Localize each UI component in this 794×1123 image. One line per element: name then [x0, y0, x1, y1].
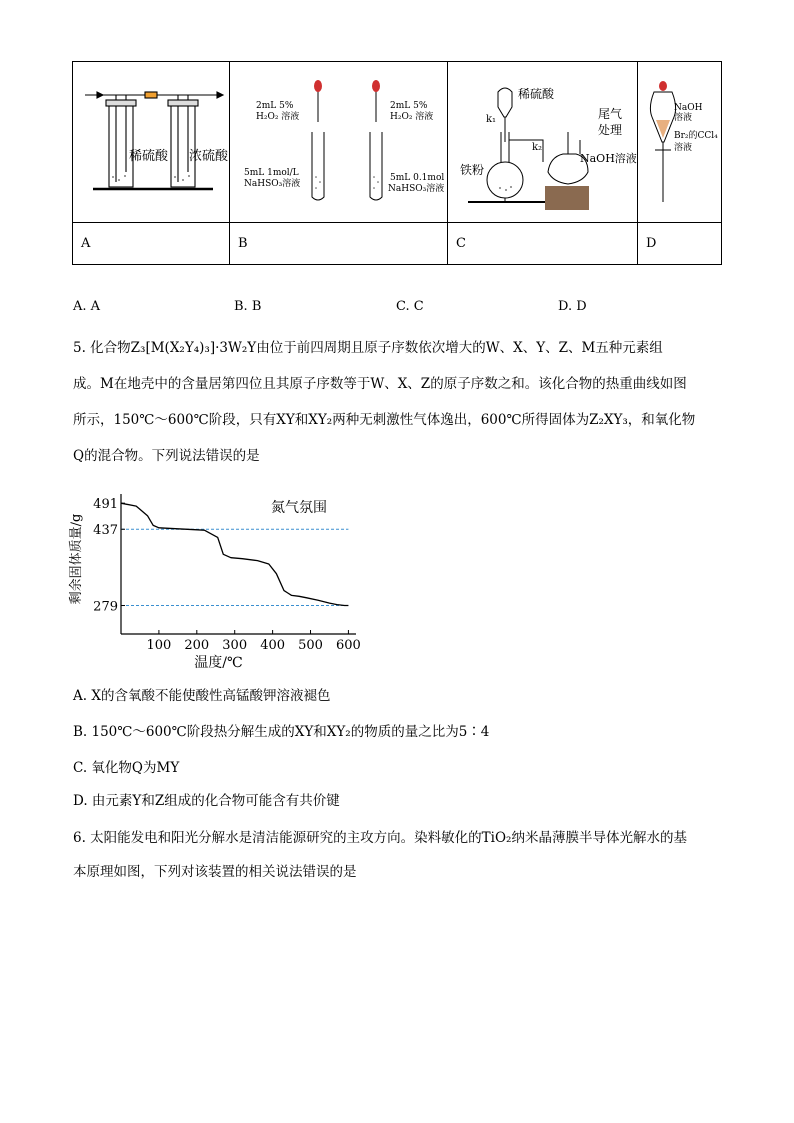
- x-tick-label-600: 600: [336, 638, 361, 653]
- cell-c-label: C: [448, 223, 638, 265]
- q4-option-a[interactable]: A. A: [73, 299, 101, 314]
- y-tick-label-437: 437: [93, 523, 118, 539]
- q4-option-b[interactable]: B. B: [234, 299, 262, 314]
- flask-apparatus-figure: [448, 62, 638, 218]
- b-tube2-bottom: 5mL 0.1mol: [390, 173, 445, 183]
- label-dilute-acid: 稀硫酸: [129, 149, 169, 164]
- q5-line1-text: 由位于前四周期且原子序数依次增大的W、X、Y、Z、M五种元素组: [256, 340, 663, 356]
- b-tube1-bottom2: NaHSO₃溶液: [244, 179, 301, 189]
- c-tail-label-1: 尾气: [598, 107, 623, 121]
- test-tubes-figure: [230, 62, 448, 218]
- c-acid-label: 稀硫酸: [518, 87, 555, 101]
- q5-prefix: 5. 化合物: [73, 340, 131, 356]
- c-k1-label: k₁: [486, 114, 497, 125]
- dropper-bulb-1: [314, 80, 322, 92]
- q6-stem-line2: 本原理如图，下列对该装置的相关说法错误的是: [73, 864, 357, 880]
- cell-d-figure: [638, 62, 722, 223]
- q4-option-c[interactable]: C. C: [396, 299, 424, 314]
- b-tube1-top2: H₂O₂ 溶液: [256, 112, 300, 122]
- x-tick-label-300: 300: [222, 638, 248, 653]
- label-conc-acid: 浓硫酸: [189, 149, 229, 164]
- funnel-liquid: [656, 120, 670, 138]
- heater-block: [545, 186, 589, 210]
- q5-stem-line3: 所示，150℃～600℃阶段，只有XY和XY₂两种无刺激性气体逸出，600℃所得固体为Z₂XY₃，和氧化物: [73, 412, 696, 428]
- q5-formula: Z₃[M(X₂Y₄)₃]·3W₂Y: [130, 340, 257, 356]
- q5-option-c[interactable]: C. 氧化物Q为MY: [73, 760, 180, 776]
- d-naoh-label-1: NaOH: [674, 103, 703, 113]
- q4-apparatus-table: [72, 61, 722, 265]
- q4-option-d[interactable]: D. D: [558, 299, 587, 314]
- d-br-label-1: Br₂的CCl₄: [674, 131, 718, 141]
- b-tube1-top: 2mL 5%: [256, 101, 294, 111]
- cell-b-figure: [230, 62, 448, 223]
- b-tube2-top2: H₂O₂ 溶液: [390, 112, 434, 122]
- x-axis-label: 温度/℃: [194, 655, 243, 671]
- q5-stem-line1: [73, 336, 663, 356]
- cell-d-label: D: [638, 223, 722, 265]
- q5-stem-line2: 成。M在地壳中的含量居第四位且其原子序数等于W、X、Z的原子序数之和。该化合物的热重曲线如图: [73, 376, 687, 392]
- y-tick-label-279: 279: [93, 599, 118, 615]
- x-tick-label-500: 500: [298, 638, 323, 653]
- cell-b-label: B: [230, 223, 448, 265]
- y-tick-label-491: 491: [93, 497, 118, 513]
- cell-a-figure: [73, 62, 230, 223]
- q5-stem-line4: Q的混合物。下列说法错误的是: [73, 448, 260, 464]
- x-tick-label-200: 200: [184, 638, 210, 653]
- q5-option-d[interactable]: D. 由元素Y和Z组成的化合物可能含有共价键: [73, 793, 340, 809]
- separatory-funnel-figure: [638, 62, 722, 218]
- tg-curve: [121, 503, 348, 605]
- funnel-stopper: [659, 81, 667, 91]
- y-axis-label: 剩余固体质量/g: [69, 513, 84, 605]
- q6-stem-line1: 6. 太阳能发电和阳光分解水是清洁能源研究的主攻方向。染料敏化的TiO₂纳米晶薄膜半导体光解水的基: [73, 830, 687, 846]
- b-tube2-bottom2: NaHSO₃溶液: [388, 184, 445, 194]
- dropper-bulb-2: [372, 80, 380, 92]
- x-tick-label-400: 400: [260, 638, 286, 653]
- d-naoh-label-2: 溶液: [674, 113, 693, 123]
- x-tick-label-100: 100: [146, 638, 172, 653]
- d-br-label-2: 溶液: [674, 143, 693, 153]
- c-k2-label: k₂: [532, 142, 543, 153]
- chart-title: 氮气氛围: [271, 500, 327, 516]
- cell-c-figure: [448, 62, 638, 223]
- c-iron-label: 铁粉: [460, 163, 485, 177]
- c-naoh-label: NaOH溶液: [580, 152, 637, 165]
- b-tube2-top: 2mL 5%: [390, 101, 428, 111]
- c-tail-label-2: 处理: [598, 123, 623, 137]
- b-tube1-bottom: 5mL 1mol/L: [244, 168, 299, 178]
- q5-option-a[interactable]: A. X的含氧酸不能使酸性高锰酸钾溶液褪色: [73, 688, 331, 704]
- thermogravimetric-chart: [66, 482, 366, 672]
- gas-washing-bottles-figure: [73, 62, 230, 218]
- cell-a-label: A: [73, 223, 230, 265]
- q5-option-b[interactable]: B. 150℃～600℃阶段热分解生成的XY和XY₂的物质的量之比为5∶4: [73, 724, 490, 740]
